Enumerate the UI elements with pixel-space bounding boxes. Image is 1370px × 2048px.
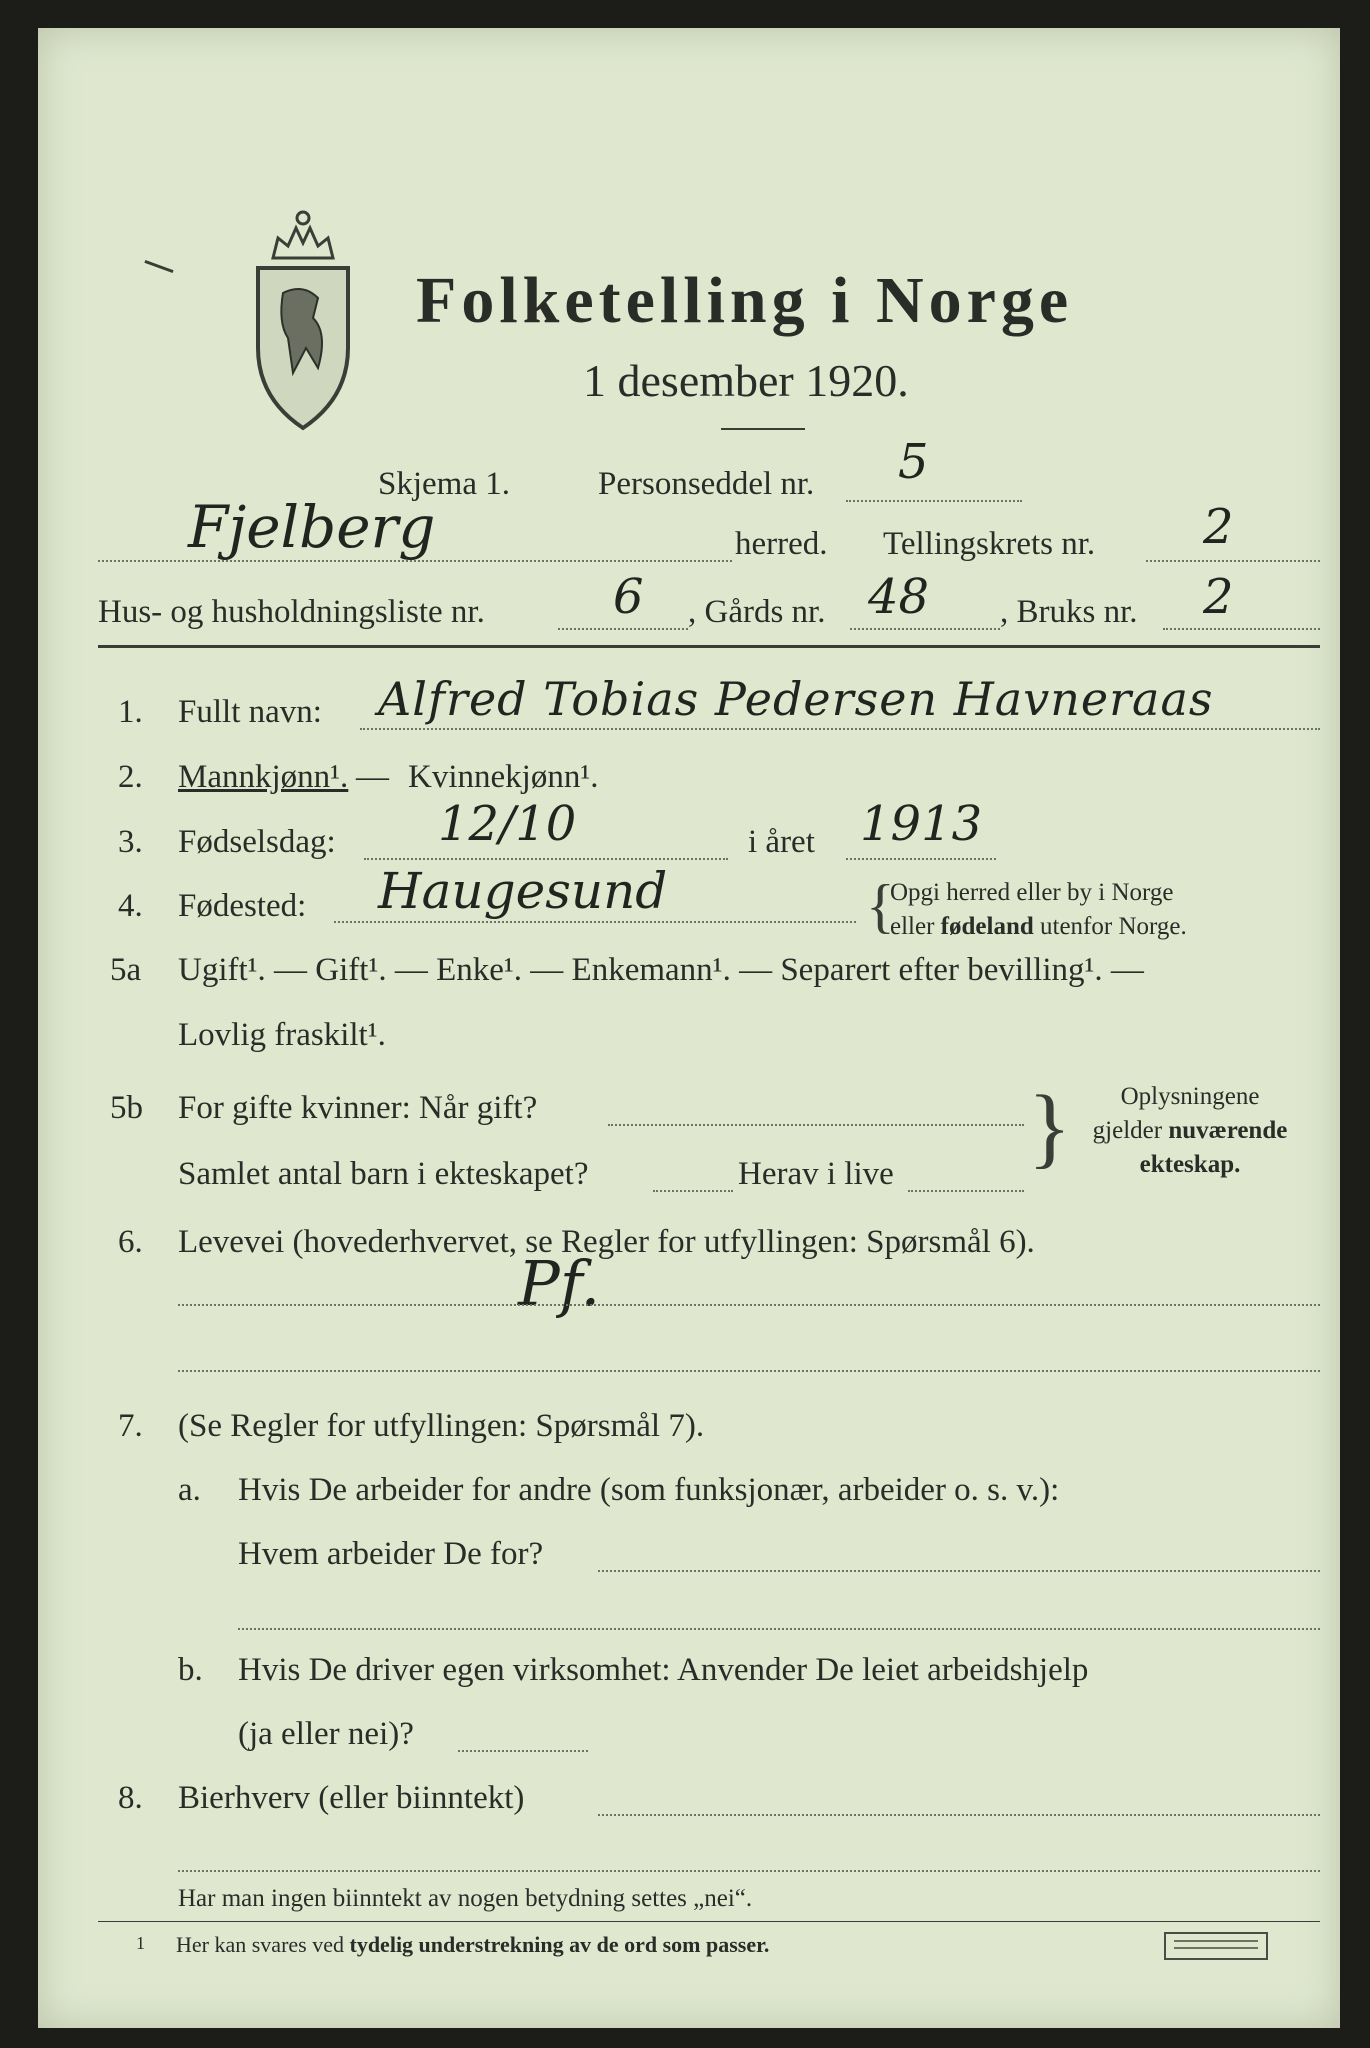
hus-value: 6 <box>613 569 644 625</box>
marital-status-options[interactable]: Ugift¹. — Gift¹. — Enke¹. — Enkemann¹. — Separert efter bevilling¹. — <box>178 952 1144 988</box>
marital-status-divorced[interactable]: Lovlig fraskilt¹. <box>178 1017 386 1053</box>
occupation-field-1[interactable] <box>178 1304 1320 1306</box>
gender-separator: — <box>356 759 389 795</box>
married-when-label: For gifte kvinner: Når gift? <box>178 1090 538 1126</box>
side-income-field-2[interactable] <box>178 1870 1320 1872</box>
full-name-value: Alfred Tobias Pedersen Havneraas <box>378 672 1214 726</box>
q3-label: Fødselsdag: <box>178 824 336 860</box>
hired-help-field[interactable] <box>458 1750 588 1752</box>
personseddel-field[interactable] <box>846 500 1022 502</box>
footnote-number: 1 <box>136 1933 145 1953</box>
birth-year-field[interactable] <box>846 858 996 860</box>
bruks-field[interactable] <box>1163 628 1320 630</box>
gards-field[interactable] <box>850 628 1000 630</box>
occupation-field-2[interactable] <box>178 1370 1320 1372</box>
printer-stamp <box>1164 1932 1268 1960</box>
living-label: Herav i live <box>738 1156 894 1192</box>
birth-year-value: 1913 <box>860 796 983 852</box>
hus-field[interactable] <box>558 628 688 630</box>
q4-number: 4. <box>118 888 143 924</box>
birthplace-field[interactable] <box>334 921 856 923</box>
q2-number: 2. <box>118 759 143 795</box>
birthday-value: 12/10 <box>438 796 577 852</box>
gards-value: 48 <box>868 569 930 625</box>
side-income-note: Har man ingen biinntekt av nogen betydning settes „nei“. <box>178 1885 753 1912</box>
side-income-field[interactable] <box>598 1814 1320 1816</box>
tellingskrets-label: Tellingskrets nr. <box>883 526 1096 562</box>
living-field[interactable] <box>908 1190 1024 1192</box>
employer-label: Hvem arbeider De for? <box>238 1536 544 1572</box>
male-option[interactable]: Mannkjønn¹. <box>178 759 349 795</box>
q7a-question: Hvis De arbeider for andre (som funksjonær, arbeider o. s. v.): <box>238 1472 1060 1508</box>
schema-label: Skjema 1. <box>378 466 510 502</box>
q6-number: 6. <box>118 1224 143 1260</box>
q5b-number: 5b <box>110 1090 143 1126</box>
children-field[interactable] <box>653 1190 733 1192</box>
title-divider <box>721 428 805 430</box>
q7a-letter: a. <box>178 1472 201 1508</box>
hired-help-label: (ja eller nei)? <box>238 1716 414 1752</box>
herred-label: herred. <box>735 526 828 562</box>
tellingskrets-value: 2 <box>1203 499 1234 555</box>
birthplace-note: Opgi herred eller by i Norge eller fødeland utenfor Norge. <box>890 879 1187 940</box>
marriage-note-brace: } <box>1028 1078 1072 1177</box>
birthplace-note-brace: { <box>866 873 895 939</box>
q1-label: Fullt navn: <box>178 694 322 730</box>
bruks-value: 2 <box>1203 569 1234 625</box>
q3-number: 3. <box>118 824 143 860</box>
occupation-value: Pf. <box>518 1247 601 1320</box>
full-name-field[interactable] <box>360 728 1320 730</box>
q7-label: (Se Regler for utfyllingen: Spørsmål 7). <box>178 1408 705 1444</box>
census-date: 1 desember 1920. <box>583 355 909 406</box>
census-form <box>38 28 1340 2028</box>
footnote-rule <box>98 1921 1320 1922</box>
female-option[interactable]: Kvinnekjønn¹. <box>408 759 599 795</box>
tellingskrets-field[interactable] <box>1146 560 1320 562</box>
marriage-note: Oplysningene gjelder nuværende ekteskap. <box>1092 1083 1288 1178</box>
bruks-label: , Bruks nr. <box>1000 594 1138 630</box>
birthday-field[interactable] <box>364 858 728 860</box>
employer-field[interactable] <box>598 1570 1320 1572</box>
q8-number: 8. <box>118 1780 143 1816</box>
personseddel-label: Personseddel nr. <box>598 466 815 502</box>
children-label: Samlet antal barn i ekteskapet? <box>178 1156 589 1192</box>
stray-mark <box>144 260 173 273</box>
q1-number: 1. <box>118 694 143 730</box>
year-label: i året <box>748 824 815 860</box>
footnote-text: Her kan svares ved tydelig understrekning av de ord som passer. <box>176 1932 770 1957</box>
q4-label: Fødested: <box>178 888 307 924</box>
hus-label: Hus- og husholdningsliste nr. <box>98 594 485 630</box>
q7b-question: Hvis De driver egen virksomhet: Anvender De leiet arbeidshjelp <box>238 1652 1089 1688</box>
herred-value: Fjelberg <box>188 493 436 561</box>
q6-label: Levevei (hovederhvervet, se Regler for utfyllingen: Spørsmål 6). <box>178 1224 1035 1260</box>
q5a-number: 5a <box>110 952 142 988</box>
q7-number: 7. <box>118 1408 143 1444</box>
coat-of-arms-icon <box>248 198 358 438</box>
married-when-field[interactable] <box>608 1124 1024 1126</box>
q7b-letter: b. <box>178 1652 203 1688</box>
birthplace-value: Haugesund <box>378 862 668 920</box>
header-rule <box>98 645 1320 648</box>
personseddel-value: 5 <box>898 434 929 490</box>
employer-field-2[interactable] <box>238 1628 1320 1630</box>
gards-label: , Gårds nr. <box>688 594 826 630</box>
q8-label: Bierhverv (eller biinntekt) <box>178 1780 525 1816</box>
page-title: Folketelling i Norge <box>416 264 1074 337</box>
